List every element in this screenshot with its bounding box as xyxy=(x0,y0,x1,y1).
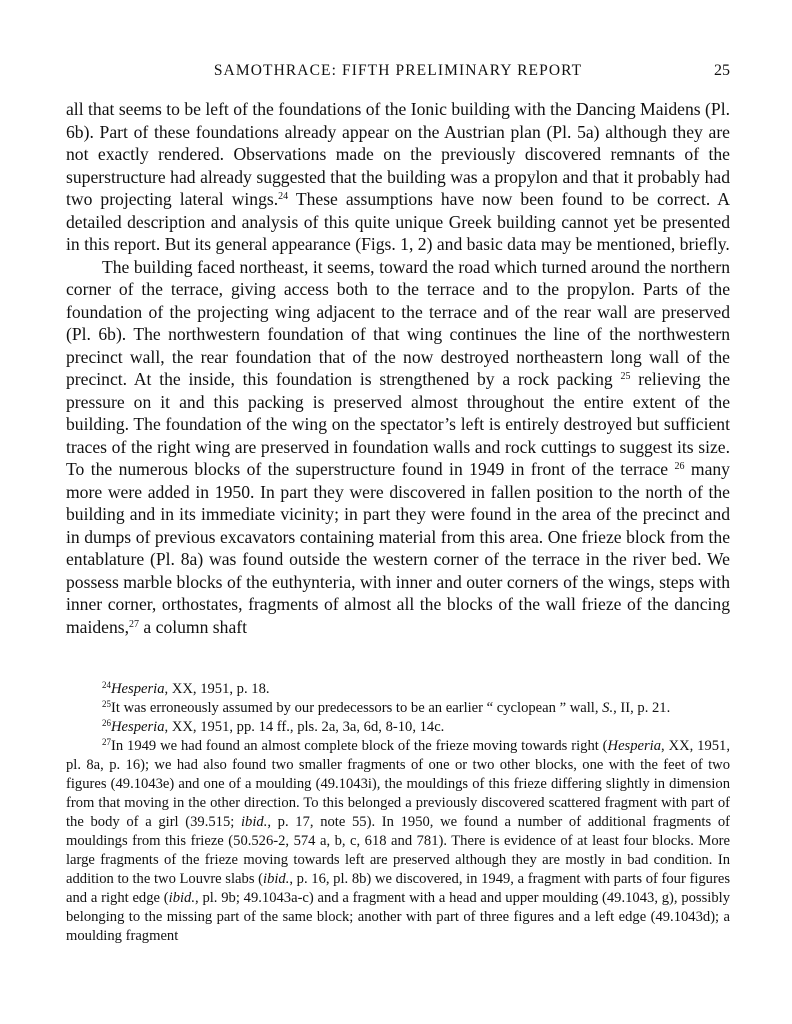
journal-title: Hesperia xyxy=(607,738,662,754)
paragraph-2-text-a: The building faced northeast, it seems, toward the road which turned around the northern corner of the terrace, giving access both to the terrace and to the propylon. Parts of the foundation of the projecting wing adjacent to the terrace and of the rear wall are preserved (Pl. 6b). The northwestern foundation of that wing continues the line of the northwestern precinct wall, the rear foundation that of the now destroyed northeastern long wall of the precinct. At the inside, this foundation is strengthened by a rock packing xyxy=(66,256,730,389)
paragraph-1-text-a: all that seems to be left of the foundations of the Ionic building with the Dancing Maidens (Pl. 6b). Part of these foundations already appear on the Austrian plan (Pl. 5a) although they are not exactly rendered. Observations made on the previously discovered remnants of the superstructure had already suggested that the building was a propylon and that it probably had two projecting lateral wings. xyxy=(66,99,730,209)
footnote-27 xyxy=(66,737,730,946)
abbreviation: ibid. xyxy=(241,814,268,830)
footnote-text: In 1949 we had found an almost complete block of the frieze moving towards right ( xyxy=(111,738,608,754)
footnote-text: , XX, 1951, pp. 14 ff., pls. 2a, 3a, 6d, 8-10, 14c. xyxy=(164,719,445,735)
paragraph-2-text-d: a column shaft xyxy=(139,616,248,637)
footnotes xyxy=(66,680,730,946)
footnote-text: , pl. 9b; 49.1043a-c) and a fragment with a head and upper moulding (49.1043, g), possibly belonging to the missing part of the same block; another with part of three figures and a left edge (49.1043d); a moulding fragment xyxy=(66,890,730,944)
running-head xyxy=(66,62,730,86)
paragraph-1 xyxy=(66,98,730,256)
running-head-title: SAMOTHRACE: FIFTH PRELIMINARY REPORT xyxy=(213,62,583,79)
footnote-text: , p. 17, note 55). In 1950, we found a number of additional fragments of mouldings from this frieze (50.526-2, 574 a, b, c, 618 and 781). There is evidence of at least four blocks. More large fragments of the frieze moving towards left are preserved although they are mostly in bad condition. In addition to the two Louvre slabs ( xyxy=(66,814,730,887)
abbreviation: ibid. xyxy=(168,890,196,906)
footnote-text: It was erroneously assumed by our predecessors to be an earlier “ cyclopean ” wall, xyxy=(111,700,603,716)
footnote-text: , p. 16, pl. 8b) we discovered, in 1949, a fragment with parts of four figures and a right edge ( xyxy=(66,871,730,906)
journal-title: Hesperia xyxy=(111,719,165,735)
journal-title: Hesperia xyxy=(111,681,165,697)
paragraph-2-text-b: relieving the pressure on it and this packing is preserved almost throughout the entire extent of the building. The foundation of the wing on the spectator’s left is entirely destroyed but sufficient traces of the right wing are preserved in foundation walls and rock cuttings to suggest its size. To the numerous blocks of the superstructure found in 1949 in front of the terrace xyxy=(66,369,731,479)
footnote-ref-24: 24 xyxy=(278,191,289,202)
body-text xyxy=(66,98,730,638)
page-number: 25 xyxy=(714,62,730,79)
paragraph-2-text-c: many more were added in 1950. In part they were discovered in fallen position to the north of the building and in its immediate vicinity; in part they were found in the area of the precinct and in dumps of previous excavators containing material from this area. One frieze block from the entablature (Pl. 8a) was found outside the western corner of the terrace in the river bed. We possess marble blocks of the euthynteria, with inner and outer corners of the wings, steps with inner corner, orthostates, fragments of almost all the blocks of the wall frieze of the dancing maidens, xyxy=(66,459,730,637)
footnote-number: 24 xyxy=(102,680,111,690)
footnote-ref-26: 26 xyxy=(674,461,685,472)
footnote-text: , II, p. 21. xyxy=(613,700,671,716)
footnote-ref-25: 25 xyxy=(620,371,631,382)
paragraph-1-text-b: These assumptions have now been found to be correct. A detailed description and analysis of this quite unique Greek building cannot yet be presented in this report. But its general appearance (Figs. 1, 2) and basic data may be mentioned, briefly. xyxy=(66,189,730,254)
footnote-number: 27 xyxy=(102,737,111,747)
footnote-number: 26 xyxy=(102,718,111,728)
footnote-24 xyxy=(66,680,730,699)
footnote-25 xyxy=(66,699,730,718)
paragraph-2 xyxy=(66,256,730,639)
footnote-number: 25 xyxy=(102,699,111,709)
footnote-text: , XX, 1951, pl. 8a, p. 16); we had also found two smaller fragments of one or two other blocks, one with the feet of two figures (49.1043e) and one of a moulding (49.1043i), the mouldings of this frieze differing slightly in dimension from that moving in the other direction. To this belonged a previously discovered scattered fragment with part of the body of a girl (39.515; xyxy=(66,738,730,830)
footnote-26 xyxy=(66,718,730,737)
footnote-ref-27: 27 xyxy=(129,618,140,630)
abbreviation: ibid. xyxy=(263,871,290,887)
footnote-text: , XX, 1951, p. 18. xyxy=(164,681,270,697)
abbreviation: S. xyxy=(602,700,614,716)
